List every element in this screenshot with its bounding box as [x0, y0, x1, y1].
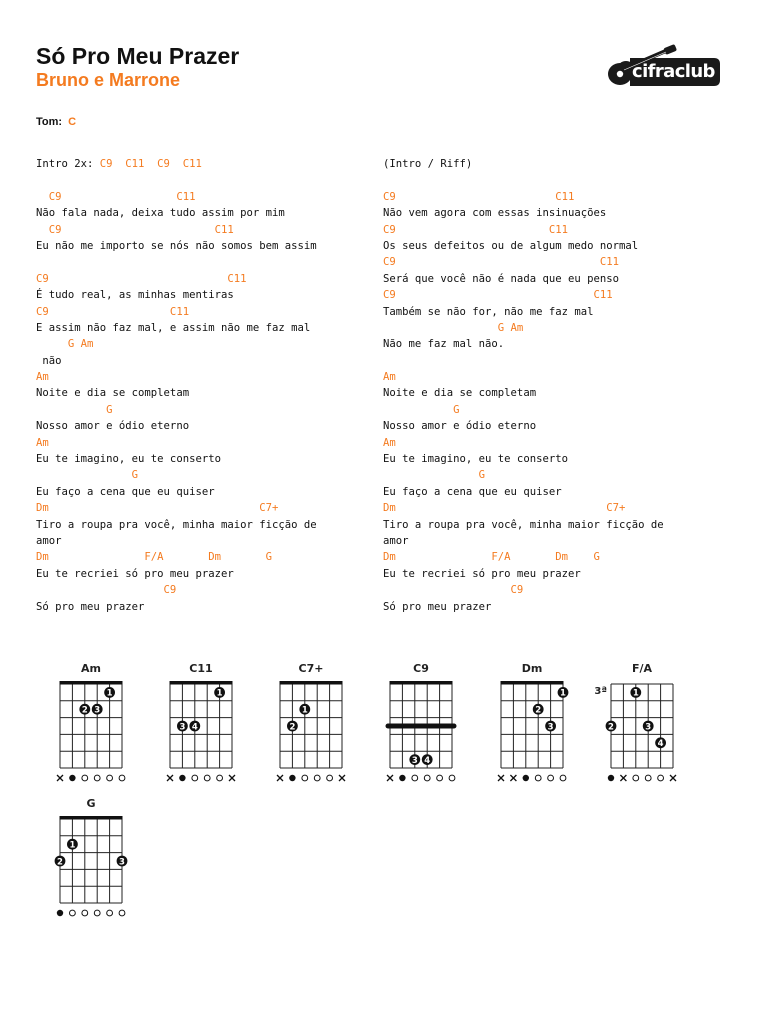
- chord-diagram-name: G: [86, 797, 96, 810]
- chord-diagram-name: Am: [81, 662, 101, 675]
- svg-text:1: 1: [301, 705, 308, 716]
- root-string-marker: [69, 775, 75, 781]
- key-value[interactable]: C: [68, 116, 77, 128]
- svg-text:3: 3: [645, 722, 652, 733]
- svg-text:1: 1: [632, 688, 639, 699]
- lyric-line: Noite e dia se completam: [36, 387, 190, 400]
- muted-string-marker: [498, 775, 504, 781]
- svg-text:4: 4: [657, 739, 664, 750]
- finger-dot: [299, 704, 310, 716]
- root-string-marker: [179, 775, 185, 781]
- lyrics-column-right: [383, 156, 728, 615]
- muted-string-marker: [670, 775, 676, 781]
- open-string-marker: [449, 775, 455, 781]
- finger-dot: [177, 721, 188, 733]
- nut: [390, 681, 453, 685]
- lyric-line: Só pro meu prazer: [36, 600, 145, 613]
- muted-string-marker: [387, 775, 393, 781]
- key-label: Tom:: [36, 116, 63, 128]
- lyric-line: (Intro / Riff): [383, 158, 473, 170]
- svg-text:3: 3: [547, 722, 554, 733]
- fretboard: [36, 797, 146, 917]
- fretboard: [36, 662, 146, 782]
- lyric-line: E assim não faz mal, e assim não me faz mal: [36, 321, 311, 334]
- lyric-line: Também se não for, não me faz mal: [383, 305, 594, 318]
- chord-line[interactable]: G Am: [383, 321, 524, 334]
- muted-string-marker: [510, 775, 516, 781]
- chord-diagram-fa[interactable]: [587, 662, 697, 782]
- lyric-line: Eu não me importo se nós não somos bem assim: [36, 239, 317, 252]
- fretboard: [366, 662, 476, 782]
- artist-link[interactable]: Bruno e Marrone: [36, 70, 181, 90]
- chord-line[interactable]: C9 C11: [36, 272, 247, 285]
- svg-text:3: 3: [119, 857, 125, 868]
- lyric-line: Eu te imagino, eu te conserto: [383, 453, 568, 466]
- intro-label: Intro 2x:: [36, 158, 100, 170]
- svg-text:3: 3: [411, 755, 418, 766]
- lyric-line: Não me faz mal não.: [383, 338, 505, 351]
- chord-line[interactable]: Dm C7+: [36, 502, 279, 515]
- intro-chords[interactable]: C9 C11 C9 C11: [99, 158, 202, 170]
- chord-diagram-am[interactable]: [36, 662, 146, 782]
- finger-dot: [545, 721, 556, 733]
- muted-string-marker: [229, 775, 235, 781]
- chord-line[interactable]: G Am: [36, 338, 94, 351]
- chord-diagram-name: C7+: [298, 662, 324, 675]
- open-string-marker: [94, 910, 100, 916]
- finger-dot: [55, 856, 66, 868]
- finger-dot: [533, 704, 544, 716]
- lyric-line: Eu faço a cena que eu quiser: [36, 485, 215, 498]
- muted-string-marker: [277, 775, 283, 781]
- root-string-marker: [57, 910, 63, 916]
- lyric-line: Eu te imagino, eu te conserto: [36, 453, 221, 466]
- root-string-marker: [523, 775, 529, 781]
- finger-dot: [558, 687, 569, 699]
- root-string-marker: [608, 775, 614, 781]
- chord-line[interactable]: Dm C7+: [383, 502, 626, 515]
- fret-position-label: 3ª: [594, 686, 607, 697]
- chord-line[interactable]: G: [383, 403, 460, 416]
- open-string-marker: [645, 775, 651, 781]
- finger-dot: [287, 721, 298, 733]
- chord-line[interactable]: C9 C11: [383, 223, 568, 236]
- svg-text:1: 1: [106, 688, 113, 699]
- lyric-line: [383, 172, 728, 188]
- lyric-line: Eu faço a cena que eu quiser: [383, 485, 562, 498]
- lyric-line: [383, 353, 728, 369]
- chord-line[interactable]: C9: [383, 584, 524, 597]
- open-string-marker: [107, 910, 113, 916]
- chord-line[interactable]: C9 C11: [383, 256, 619, 269]
- chord-line[interactable]: Am: [383, 436, 396, 449]
- finger-dot: [79, 704, 90, 716]
- root-string-marker: [289, 775, 295, 781]
- chord-line[interactable]: C9 C11: [36, 305, 190, 318]
- open-string-marker: [327, 775, 333, 781]
- chord-diagram-name: C9: [413, 662, 429, 675]
- open-string-marker: [535, 775, 541, 781]
- muted-string-marker: [57, 775, 63, 781]
- chord-line[interactable]: C9: [36, 584, 177, 597]
- chord-diagram-name: C11: [189, 662, 213, 675]
- open-string-marker: [658, 775, 664, 781]
- lyric-line: [36, 156, 381, 172]
- fretboard: [146, 662, 256, 782]
- finger-dot: [214, 687, 225, 699]
- nut: [60, 681, 123, 685]
- lyric-line: Nosso amor e ódio eterno: [36, 420, 190, 433]
- nut: [501, 681, 564, 685]
- svg-text:3: 3: [94, 705, 101, 716]
- chord-line[interactable]: C9 C11: [383, 289, 613, 302]
- lyric-line: Tiro a roupa pra você, minha maior ficção de: [36, 518, 317, 531]
- root-string-marker: [399, 775, 405, 781]
- cifraclub-logo[interactable]: [604, 44, 722, 94]
- open-string-marker: [82, 910, 88, 916]
- finger-dot: [409, 754, 420, 766]
- chord-diagram-g[interactable]: [36, 797, 146, 917]
- fretboard: [477, 662, 587, 782]
- chord-diagram-c7[interactable]: [256, 662, 366, 782]
- lyric-line: Será que você não é nada que eu penso: [383, 272, 619, 285]
- lyric-line: [36, 172, 381, 188]
- lyric-line: Tiro a roupa pra você, minha maior ficção de: [383, 518, 664, 531]
- chord-line[interactable]: Am: [36, 371, 49, 384]
- finger-dot: [655, 737, 666, 749]
- svg-text:2: 2: [57, 857, 63, 868]
- open-string-marker: [548, 775, 554, 781]
- nut: [170, 681, 233, 685]
- open-string-marker: [560, 775, 566, 781]
- svg-text:2: 2: [608, 722, 614, 733]
- chord-diagram-c11[interactable]: [146, 662, 256, 782]
- open-string-marker: [633, 775, 639, 781]
- muted-string-marker: [167, 775, 173, 781]
- svg-text:3: 3: [179, 722, 186, 733]
- chord-diagram-c9[interactable]: [366, 662, 476, 782]
- lyric-line: não: [36, 354, 62, 367]
- muted-string-marker: [339, 775, 345, 781]
- finger-dot: [606, 721, 617, 733]
- open-string-marker: [70, 910, 76, 916]
- open-string-marker: [412, 775, 418, 781]
- lyric-line: Não fala nada, deixa tudo assim por mim: [36, 207, 285, 220]
- chord-line[interactable]: Am: [383, 371, 396, 384]
- lyrics-column-left: [36, 156, 381, 615]
- svg-text:2: 2: [535, 705, 542, 716]
- lyric-line: [36, 254, 381, 270]
- chord-line[interactable]: Dm F/A Dm G: [383, 551, 600, 564]
- finger-dot: [117, 856, 128, 868]
- chord-line[interactable]: C9 C11: [383, 190, 575, 203]
- open-string-marker: [192, 775, 198, 781]
- open-string-marker: [119, 910, 125, 916]
- svg-text:4: 4: [424, 755, 431, 766]
- lyric-line: Noite e dia se completam: [383, 387, 537, 400]
- lyric-line: amor: [383, 534, 409, 547]
- finger-dot: [104, 687, 115, 699]
- chord-diagram-name: Dm: [521, 662, 543, 675]
- svg-text:2: 2: [289, 722, 296, 733]
- lyric-line: É tudo real, as minhas mentiras: [36, 289, 234, 302]
- lyric-line: amor: [36, 534, 62, 547]
- key-indicator: [36, 116, 76, 128]
- open-string-marker: [424, 775, 430, 781]
- chord-line[interactable]: Am: [36, 436, 49, 449]
- finger-dot: [630, 687, 641, 699]
- song-title: Só Pro Meu Prazer: [36, 43, 240, 69]
- open-string-marker: [437, 775, 443, 781]
- fretboard: [587, 662, 697, 782]
- chord-line[interactable]: G: [36, 469, 139, 482]
- chord-line[interactable]: Dm F/A Dm G: [36, 551, 272, 564]
- chord-line[interactable]: G: [383, 469, 486, 482]
- lyric-line: Só pro meu prazer: [383, 600, 492, 613]
- chord-diagram-dm[interactable]: [477, 662, 587, 782]
- finger-dot: [643, 721, 654, 733]
- lyric-line: Eu te recriei só pro meu prazer: [383, 567, 581, 580]
- open-string-marker: [314, 775, 320, 781]
- open-string-marker: [119, 775, 125, 781]
- open-string-marker: [204, 775, 210, 781]
- chord-line[interactable]: C9 C11: [36, 190, 196, 203]
- open-string-marker: [94, 775, 100, 781]
- svg-text:1: 1: [560, 688, 566, 699]
- nut: [280, 681, 343, 685]
- finger-dot: [92, 704, 103, 716]
- open-string-marker: [82, 775, 88, 781]
- lyric-line: Não vem agora com essas insinuações: [383, 207, 607, 220]
- lyric-line: Nosso amor e ódio eterno: [383, 420, 537, 433]
- open-string-marker: [302, 775, 308, 781]
- svg-text:2: 2: [81, 705, 88, 716]
- chord-line[interactable]: C9 C11: [36, 223, 234, 236]
- chord-diagram-name: F/A: [631, 662, 653, 675]
- lyric-line: Os seus defeitos ou de algum medo normal: [383, 239, 639, 252]
- chord-line[interactable]: G: [36, 403, 113, 416]
- svg-text:1: 1: [216, 688, 223, 699]
- svg-text:4: 4: [191, 722, 198, 733]
- svg-text:1: 1: [69, 840, 76, 851]
- lyric-line: Eu te recriei só pro meu prazer: [36, 567, 234, 580]
- logo-wordmark: cifraclub: [632, 61, 715, 82]
- fretboard: [256, 662, 366, 782]
- finger-dot: [67, 839, 78, 851]
- finger-dot: [189, 721, 200, 733]
- open-string-marker: [107, 775, 113, 781]
- finger-dot: [422, 754, 433, 766]
- muted-string-marker: [620, 775, 626, 781]
- open-string-marker: [217, 775, 223, 781]
- nut: [60, 816, 123, 820]
